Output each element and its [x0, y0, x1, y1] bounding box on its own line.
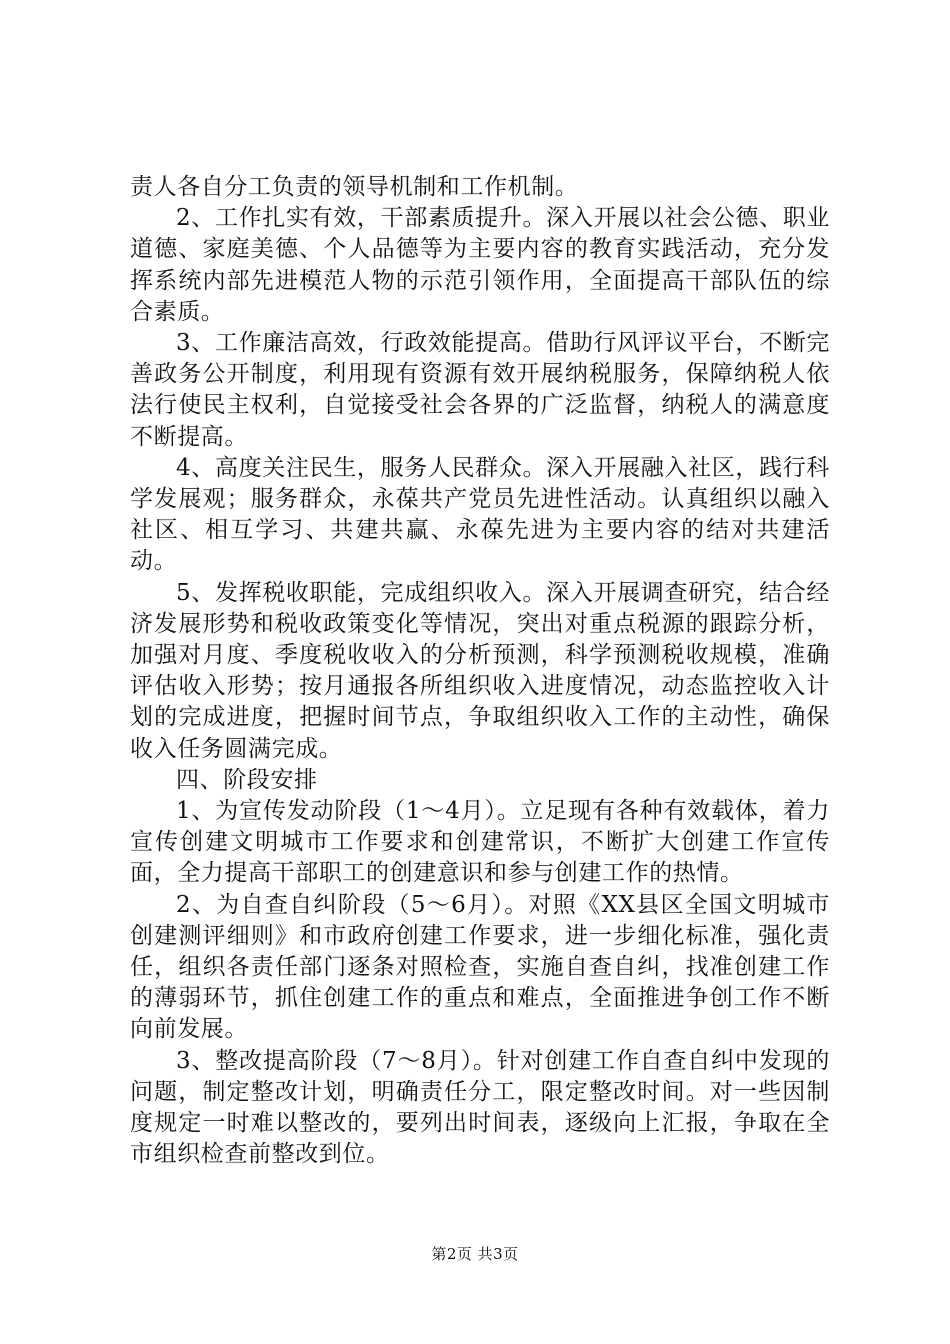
section-heading-stage-arrangement: 四、阶段安排: [176, 766, 318, 793]
paragraph-stage-1: 1、为宣传发动阶段（1～4月）。立足现有各种有效载体，着力宣传创建文明城市工作要求和创建常识，不断扩大创建工作宣传面，全力提高干部职工的创建意识和参与创建工作的热情。: [130, 798, 830, 887]
document-body: [130, 172, 830, 1171]
paragraph-item-2: 2、工作扎实有效，干部素质提升。深入开展以社会公德、职业道德、家庭美德、个人品德等为主要内容的教育实践活动，充分发挥系统内部先进模范人物的示范引领作用，全面提高干部队伍的综合素质。: [130, 205, 830, 325]
page-number-footer: 第2页 共3页: [431, 1245, 519, 1263]
paragraph-item-4: 4、高度关注民生，服务人民群众。深入开展融入社区，践行科学发展观；服务群众，永葆共产党员先进性活动。认真组织以融入社区、相互学习、共建共赢、永葆先进为主要内容的结对共建活动。: [130, 454, 830, 575]
paragraph-item-3: 3、工作廉洁高效，行政效能提高。借助行风评议平台，不断完善政务公开制度，利用现有资源有效开展纳税服务，保障纳税人依法行使民主权利，自觉接受社会各界的广泛监督，纳税人的满意度不断提高。: [130, 330, 830, 450]
paragraph-stage-2: 2、为自查自纠阶段（5～6月）。对照《XX县区全国文明城市创建测评细则》和市政府创建工作要求，进一步细化标准，强化责任，组织各责任部门逐条对照检查，实施自查自纠，找准创建工作的薄弱环节，抓住创建工作的重点和难点，全面推进争创工作不断向前发展。: [130, 891, 830, 1043]
paragraph-stage-3: 3、整改提高阶段（7～8月）。针对创建工作自查自纠中发现的问题，制定整改计划，明确责任分工，限定整改时间。对一些因制度规定一时难以整改的，要列出时间表，逐级向上汇报，争取在全市组织检查前整改到位。: [130, 1047, 830, 1168]
paragraph-item-5: 5、发挥税收职能，完成组织收入。深入开展调查研究，结合经济发展形势和税收政策变化等情况，突出对重点税源的跟踪分析，加强对月度、季度税收收入的分析预测，科学预测税收规模，准确评估收入形势；按月通报各所组织收入进度情况，动态监控收入计划的完成进度，把握时间节点，争取组织收入工作的主动性，确保收入任务圆满完成。: [130, 579, 830, 762]
paragraph-continuation: 责人各自分工负责的领导机制和工作机制。: [130, 174, 579, 200]
